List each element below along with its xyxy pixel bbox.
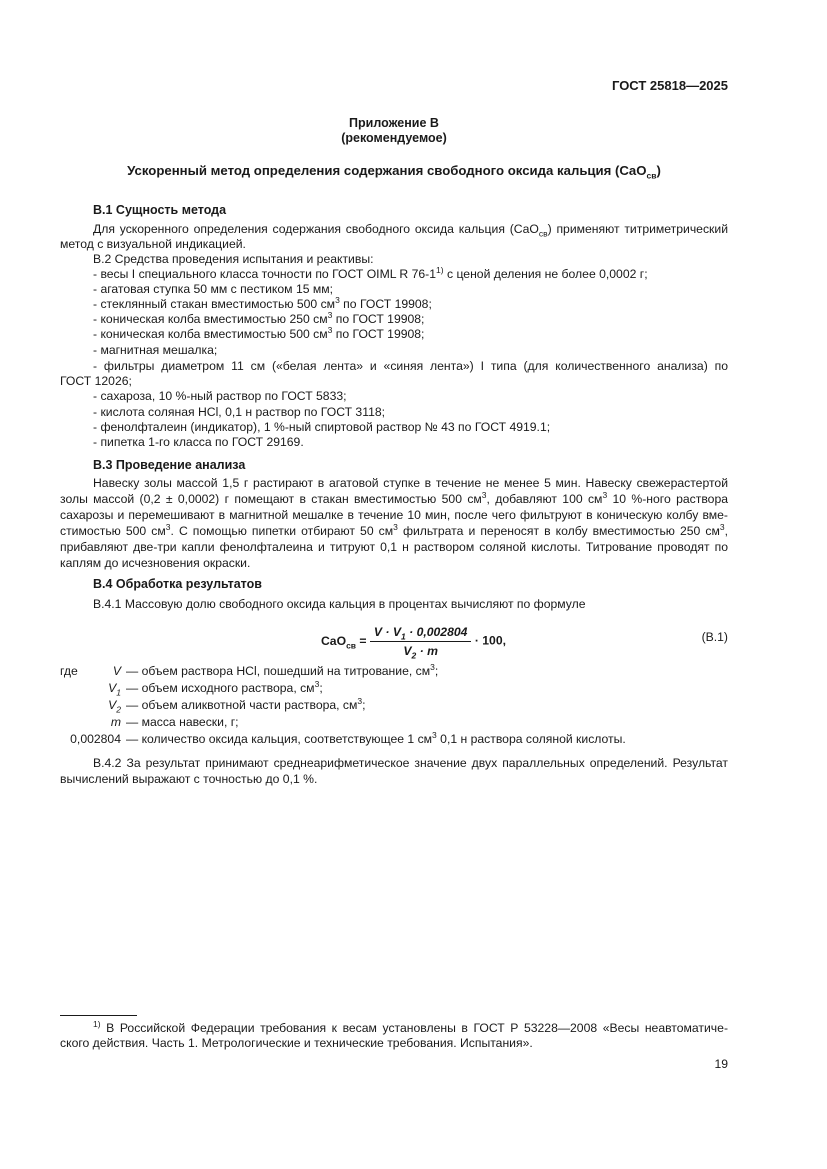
list-item: - магнитная мешалка; [93,343,218,357]
list-item-continuation: ГОСТ 12026; [60,374,132,388]
def-text: — объем аликвотной части раствора, $см^3$; [126,695,366,712]
formula-lhs: CaO$_{св}$ = [321,633,367,651]
section-heading-b3: В.3 Проведение анализа [93,458,246,472]
b1-paragraph-line: Для ускоренного определения содержания свободного оксида кальция (CaO$_{св}$) применяют титриметрический [93,222,728,239]
where-word: где [60,664,78,678]
list-item: - фильтры диаметром 11 см («белая лента» и «синяя лента») I типа (для количественного анализа) по [93,359,728,373]
def-symbol: 0,002804 [70,732,121,746]
list-item: - сахароза, 10 %-ный раствор по ГОСТ 5833; [93,389,347,403]
list-item: - пипетка 1-го класса по ГОСТ 29169. [93,435,304,449]
b2-intro: В.2 Средства проведения испытания и реактивы: [93,252,374,266]
b4-paragraph-line: вычислений выражают с точностью до 0,1 %. [60,772,318,786]
b3-paragraph-line: золы массой (0,2 ± 0,0002) г помещают в стакан вместимостью 500 $см^3$, добавляют 100 $см^3$ 10 %-ного раствора [60,489,728,506]
list-item: - коническая колба вместимостью 500 $см^3$ по ГОСТ 19908; [93,324,425,341]
list-item: - фенолфталеин (индикатор), 1 %-ный спиртовой раствор № 43 по ГОСТ 4919.1; [93,420,551,434]
b4-paragraph-line: В.4.2 За результат принимают среднеарифметическое значение двух параллельных определений. Результат [93,756,728,770]
appendix-status: (рекомендуемое) [341,131,447,145]
list-item: - весы I специального класса точности по ГОСТ OIML R 76-1$^{1)}$ с ценой деления не более 0,0002 г; [93,264,648,281]
footnote-line: ского действия. Часть 1. Метрологические и технические требования. Испытания». [60,1036,533,1050]
b3-paragraph-line: каплям до исчезновения окраски. [60,556,251,570]
def-text: — масса навески, г; [126,715,239,729]
b3-paragraph-line: Навеску золы массой 1,5 г растирают в агатовой ступке в течение не менее 5 мин. Навеску свежерастертой [93,476,728,490]
section-heading-b1: В.1 Сущность метода [93,203,227,217]
list-item: - коническая колба вместимостью 250 $см^3$ по ГОСТ 19908; [93,309,425,326]
section-heading-b4: В.4 Обработка результатов [93,577,262,591]
list-item: - кислота соляная HCl, 0,1 н раствор по ГОСТ 3118; [93,405,386,419]
b4-paragraph: В.4.1 Массовую долю свободного оксида кальция в процентах вычисляют по формуле [93,597,586,611]
b3-paragraph-line: стимостью 500 $см^3$. С помощью пипетки отбирают 50 $см^3$ фильтрата и переносят в колбу вместимостью 250 $см^3$, [60,521,728,538]
def-text: — количество оксида кальция, соответствующее 1 $см^3$ 0,1 н раствора соляной кислоты. [126,729,626,746]
variable-definitions [0,661,827,746]
footnote-separator [60,1015,137,1016]
def-text: — объем исходного раствора, $см^3$; [126,678,323,695]
def-symbol: V [112,664,121,678]
def-symbol: $V_2$ [108,698,121,715]
equation-number: (В.1) [701,630,728,644]
document-header-standard-id: ГОСТ 25818—2025 [612,78,728,93]
def-text: — объем раствора HCl, пошедший на титрование, $см^3$; [126,661,439,678]
def-symbol: m [110,715,121,729]
footnote-line: $^{1)}$ В Российской Федерации требования к весам установлены в ГОСТ Р 53228—2008 «Весы неавтоматиче- [93,1018,728,1035]
b3-paragraph-line: прибавляют две-три капли фенолфталеина и титруют 0,1 н раствором соляной кислоты. Титрование проводят по [60,540,728,554]
list-item: - агатовая ступка 50 мм с пестиком 15 мм; [93,282,334,296]
b1-paragraph-line: метод с визуальной индикацией. [60,237,246,251]
formula-denominator: $V_2 \cdot m$ [403,644,438,661]
formula-numerator: $V \cdot V_1 \cdot 0,002804$ [370,625,472,642]
list-item: - стеклянный стакан вместимостью 500 $см^3$ по ГОСТ 19908; [93,294,432,311]
def-symbol: $V_1$ [108,681,121,698]
formula-fraction [370,625,472,661]
page-number: 19 [714,1057,728,1071]
b3-paragraph-line: сахарозы и перемешивают в магнитной мешалке в течение 10 мин, после чего фильтруют в коническую колбу вме- [60,508,728,522]
page-title: Ускоренный метод определения содержания свободного оксида кальция (CaO$_{св}$) [127,163,661,181]
appendix-title: Приложение В [349,116,439,130]
formula-tail: · 100, [474,633,506,648]
